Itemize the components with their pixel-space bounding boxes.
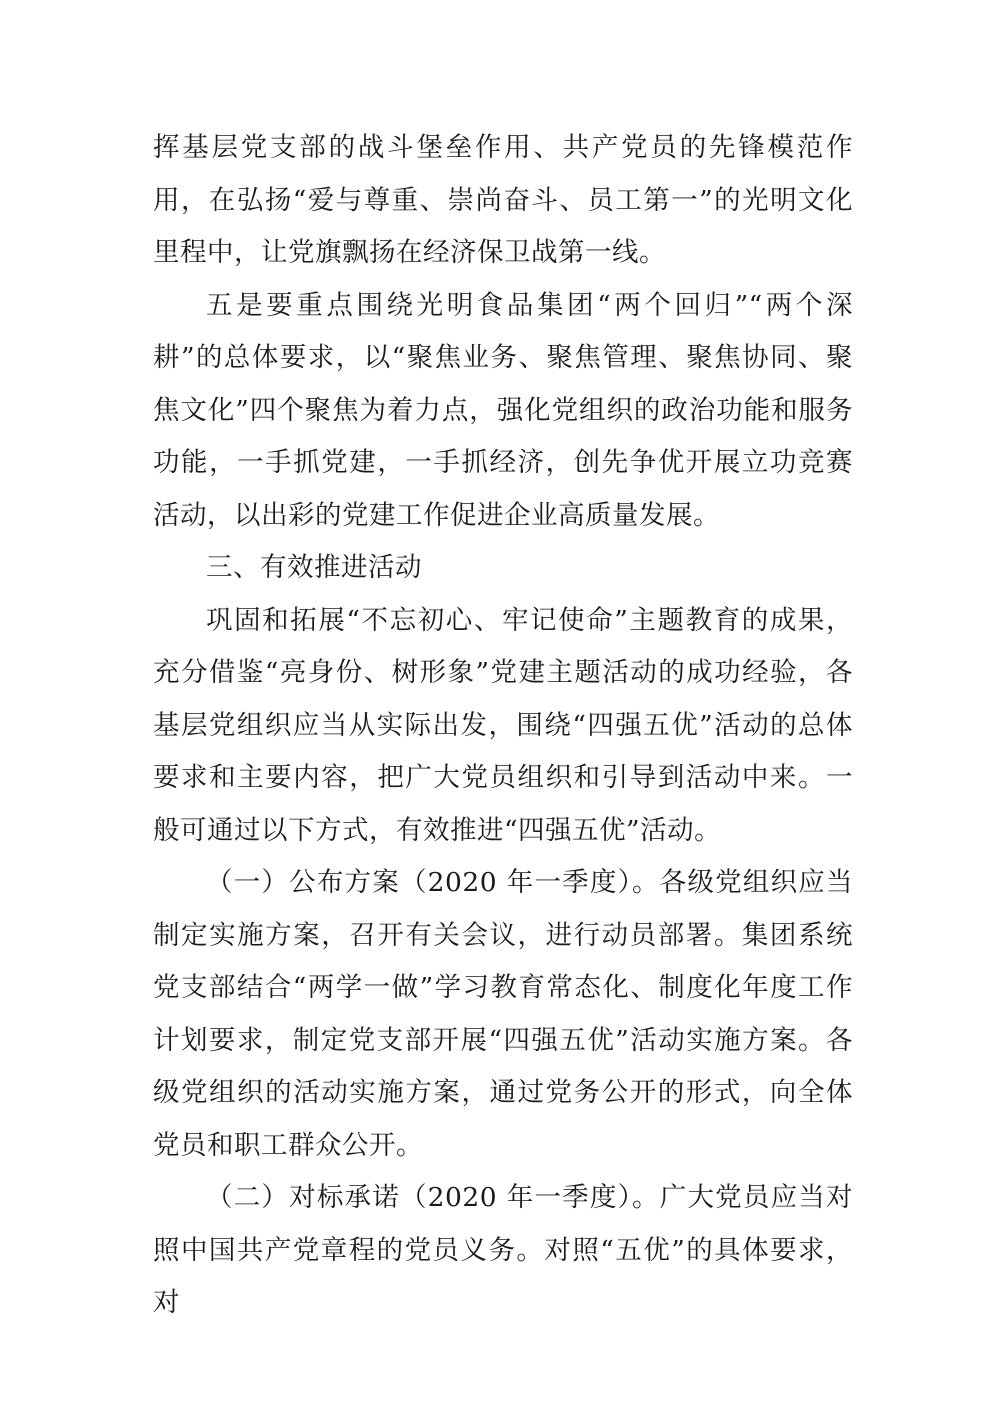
document-body	[153, 122, 853, 1330]
paragraph-point-five: 五是要重点围绕光明食品集团“两个回归”“两个深耕”的总体要求，以“聚焦业务、聚焦管理、聚焦协同、聚焦文化”四个聚焦为着力点，强化党组织的政治功能和服务功能，一手抓党建，一手抓经济，创先争优开展立功竞赛活动，以出彩的党建工作促进企业高质量发展。	[153, 289, 853, 531]
paragraph-section-three-intro: 巩固和拓展“不忘初心、牢记使命”主题教育的成果，充分借鉴“亮身份、树形象”党建主题活动的成功经验，各基层党组织应当从实际出发，围绕“四强五优”活动的总体要求和主要内容，把广大党员组织和引导到活动中来。一般可通过以下方式，有效推进“四强五优”活动。	[153, 604, 853, 846]
paragraph-step-two: （二）对标承诺（2020 年一季度）。广大党员应当对照中国共产党章程的党员义务。对照“五优”的具体要求，对	[153, 1182, 853, 1318]
paragraph-continued: 挥基层党支部的战斗堡垒作用、共产党员的先锋模范作用，在弘扬“爱与尊重、崇尚奋斗、员工第一”的光明文化里程中，让党旗飘扬在经济保卫战第一线。	[153, 132, 853, 268]
section-heading-three: 三、有效推进活动	[206, 552, 422, 583]
paragraph-step-one: （一）公布方案（2020 年一季度）。各级党组织应当制定实施方案，召开有关会议，进行动员部署。集团系统党支部结合“两学一做”学习教育常态化、制度化年度工作计划要求，制定党支部开展“四强五优”活动实施方案。各级党组织的活动实施方案，通过党务公开的形式，向全体党员和职工群众公开。	[153, 867, 853, 1161]
